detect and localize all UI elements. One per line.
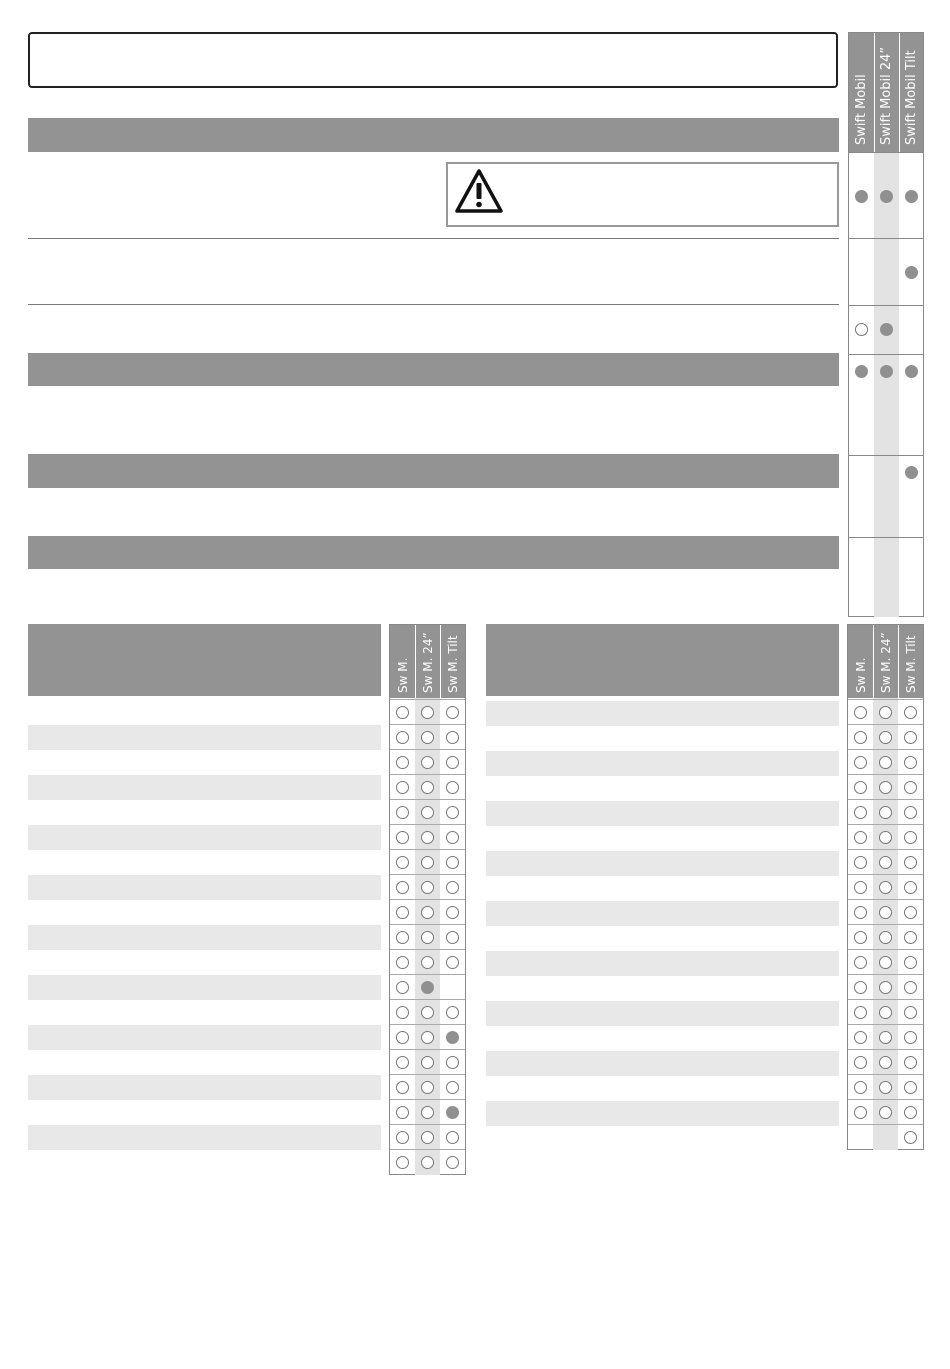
hollow-dot-icon	[421, 1106, 434, 1119]
hollow-dot-icon	[396, 806, 409, 819]
hollow-dot-icon	[421, 1131, 434, 1144]
table-row	[28, 875, 381, 900]
row-divider	[390, 1099, 465, 1100]
row-divider	[390, 874, 465, 875]
hollow-dot-icon	[879, 1081, 892, 1094]
hollow-dot-icon	[879, 1031, 892, 1044]
hollow-dot-icon	[904, 1081, 917, 1094]
hollow-dot-icon	[396, 831, 409, 844]
hollow-dot-icon	[421, 1006, 434, 1019]
header-divider	[873, 625, 874, 698]
hollow-dot-icon	[904, 931, 917, 944]
header-divider	[898, 625, 899, 698]
model-header-3: Swift Mobil Tilt	[904, 50, 919, 145]
row-divider	[848, 749, 923, 750]
hollow-dot-icon	[879, 706, 892, 719]
filled-dot-icon	[905, 466, 918, 479]
filled-dot-icon	[446, 1106, 459, 1119]
right-table-model-grid	[847, 624, 924, 1150]
row-divider	[390, 924, 465, 925]
row-divider	[848, 1049, 923, 1050]
hollow-dot-icon	[421, 756, 434, 769]
row-divider	[390, 724, 465, 725]
row-divider	[390, 1049, 465, 1050]
hollow-dot-icon	[446, 1006, 459, 1019]
table-row	[486, 951, 839, 976]
hollow-dot-icon	[879, 731, 892, 744]
hollow-dot-icon	[421, 1156, 434, 1169]
hollow-dot-icon	[421, 931, 434, 944]
header-divider	[874, 33, 875, 152]
filled-dot-icon	[421, 981, 434, 994]
hollow-dot-icon	[421, 831, 434, 844]
table-row	[28, 775, 381, 800]
hollow-dot-icon	[904, 856, 917, 869]
row-divider	[848, 999, 923, 1000]
hollow-dot-icon	[396, 906, 409, 919]
hollow-dot-icon	[396, 731, 409, 744]
section-header-3	[28, 454, 839, 488]
hollow-dot-icon	[904, 731, 917, 744]
section-divider	[849, 354, 923, 355]
row-divider	[390, 1149, 465, 1150]
header-divider	[415, 625, 416, 698]
row-divider	[848, 1024, 923, 1025]
row-divider	[390, 1024, 465, 1025]
hollow-dot-icon	[446, 806, 459, 819]
hollow-dot-icon	[854, 1081, 867, 1094]
hollow-dot-icon	[421, 856, 434, 869]
hollow-dot-icon	[904, 956, 917, 969]
model-header-2: Sw M. 24”	[421, 632, 435, 693]
hollow-dot-icon	[855, 323, 868, 336]
model-availability-column	[848, 32, 924, 617]
hollow-dot-icon	[854, 1031, 867, 1044]
hollow-dot-icon	[446, 956, 459, 969]
filled-dot-icon	[880, 190, 893, 203]
row-divider	[848, 699, 923, 700]
hollow-dot-icon	[396, 706, 409, 719]
model-header-1: Sw M.	[854, 657, 868, 693]
divider-2	[28, 304, 839, 305]
hollow-dot-icon	[854, 881, 867, 894]
hollow-dot-icon	[446, 856, 459, 869]
model-column-stripe	[874, 152, 899, 617]
header-divider	[440, 625, 441, 698]
row-divider	[390, 699, 465, 700]
hollow-dot-icon	[396, 1056, 409, 1069]
row-divider	[390, 1074, 465, 1075]
hollow-dot-icon	[446, 931, 459, 944]
warning-triangle-icon	[454, 168, 504, 214]
left-grid-header	[390, 625, 465, 698]
section-divider	[849, 455, 923, 456]
table-row	[486, 851, 839, 876]
row-divider	[848, 1124, 923, 1125]
section-divider	[849, 305, 923, 306]
hollow-dot-icon	[421, 806, 434, 819]
hollow-dot-icon	[854, 756, 867, 769]
hollow-dot-icon	[854, 906, 867, 919]
hollow-dot-icon	[446, 756, 459, 769]
section-divider	[849, 537, 923, 538]
hollow-dot-icon	[854, 956, 867, 969]
hollow-dot-icon	[446, 881, 459, 894]
hollow-dot-icon	[904, 1131, 917, 1144]
hollow-dot-icon	[854, 806, 867, 819]
model-header-2: Sw M. 24”	[879, 632, 893, 693]
filled-dot-icon	[880, 365, 893, 378]
hollow-dot-icon	[879, 806, 892, 819]
row-divider	[848, 774, 923, 775]
hollow-dot-icon	[854, 731, 867, 744]
table-row	[28, 975, 381, 1000]
hollow-dot-icon	[396, 1031, 409, 1044]
hollow-dot-icon	[904, 1031, 917, 1044]
section-header-1	[28, 118, 839, 152]
hollow-dot-icon	[904, 906, 917, 919]
hollow-dot-icon	[879, 856, 892, 869]
right-grid-header	[848, 625, 923, 698]
hollow-dot-icon	[446, 906, 459, 919]
hollow-dot-icon	[879, 906, 892, 919]
model-header-1: Sw M.	[396, 657, 410, 693]
row-divider	[390, 974, 465, 975]
hollow-dot-icon	[421, 1081, 434, 1094]
hollow-dot-icon	[904, 1056, 917, 1069]
hollow-dot-icon	[446, 1081, 459, 1094]
filled-dot-icon	[855, 190, 868, 203]
hollow-dot-icon	[446, 731, 459, 744]
filled-dot-icon	[905, 365, 918, 378]
hollow-dot-icon	[421, 906, 434, 919]
hollow-dot-icon	[904, 831, 917, 844]
row-divider	[848, 724, 923, 725]
row-divider	[848, 1099, 923, 1100]
row-divider	[848, 874, 923, 875]
hollow-dot-icon	[879, 781, 892, 794]
hollow-dot-icon	[879, 756, 892, 769]
title-box	[28, 32, 838, 88]
table-row	[28, 1125, 381, 1150]
hollow-dot-icon	[446, 781, 459, 794]
hollow-dot-icon	[446, 1131, 459, 1144]
hollow-dot-icon	[396, 881, 409, 894]
hollow-dot-icon	[904, 1106, 917, 1119]
row-divider	[390, 749, 465, 750]
row-divider	[848, 799, 923, 800]
hollow-dot-icon	[421, 731, 434, 744]
table-row	[486, 751, 839, 776]
hollow-dot-icon	[396, 981, 409, 994]
hollow-dot-icon	[396, 1156, 409, 1169]
row-divider	[848, 824, 923, 825]
hollow-dot-icon	[446, 1156, 459, 1169]
hollow-dot-icon	[446, 706, 459, 719]
hollow-dot-icon	[421, 956, 434, 969]
hollow-dot-icon	[854, 856, 867, 869]
table-row	[486, 1101, 839, 1126]
hollow-dot-icon	[421, 706, 434, 719]
table-row	[28, 1075, 381, 1100]
model-column-header	[849, 33, 923, 152]
hollow-dot-icon	[421, 1056, 434, 1069]
row-divider	[848, 899, 923, 900]
table-row	[486, 801, 839, 826]
row-divider	[848, 924, 923, 925]
hollow-dot-icon	[854, 706, 867, 719]
right-table-header	[486, 624, 839, 696]
hollow-dot-icon	[854, 1056, 867, 1069]
row-divider	[390, 774, 465, 775]
hollow-dot-icon	[879, 831, 892, 844]
section-divider	[849, 238, 923, 239]
hollow-dot-icon	[396, 931, 409, 944]
row-divider	[848, 849, 923, 850]
hollow-dot-icon	[854, 1106, 867, 1119]
model-header-1: Swift Mobil	[854, 74, 869, 145]
table-row	[486, 1001, 839, 1026]
filled-dot-icon	[855, 365, 868, 378]
row-divider	[390, 849, 465, 850]
hollow-dot-icon	[421, 1031, 434, 1044]
hollow-dot-icon	[904, 806, 917, 819]
row-divider	[848, 949, 923, 950]
hollow-dot-icon	[396, 1006, 409, 1019]
hollow-dot-icon	[396, 1131, 409, 1144]
model-header-3: Sw M. Tilt	[446, 635, 460, 693]
hollow-dot-icon	[904, 881, 917, 894]
hollow-dot-icon	[879, 1056, 892, 1069]
hollow-dot-icon	[904, 706, 917, 719]
hollow-dot-icon	[854, 931, 867, 944]
hollow-dot-icon	[904, 756, 917, 769]
table-row	[28, 1025, 381, 1050]
table-row	[28, 825, 381, 850]
left-table-model-grid	[389, 624, 466, 1175]
hollow-dot-icon	[879, 1006, 892, 1019]
table-row	[28, 725, 381, 750]
section-header-2	[28, 353, 839, 386]
hollow-dot-icon	[421, 781, 434, 794]
row-divider	[390, 899, 465, 900]
model-header-3: Sw M. Tilt	[904, 635, 918, 693]
hollow-dot-icon	[446, 1056, 459, 1069]
filled-dot-icon	[905, 190, 918, 203]
filled-dot-icon	[446, 1031, 459, 1044]
hollow-dot-icon	[446, 831, 459, 844]
warning-box	[446, 162, 839, 227]
row-divider	[848, 974, 923, 975]
row-divider	[390, 999, 465, 1000]
hollow-dot-icon	[904, 781, 917, 794]
hollow-dot-icon	[421, 881, 434, 894]
hollow-dot-icon	[396, 781, 409, 794]
hollow-dot-icon	[854, 831, 867, 844]
filled-dot-icon	[905, 266, 918, 279]
row-divider	[848, 1074, 923, 1075]
hollow-dot-icon	[396, 1081, 409, 1094]
hollow-dot-icon	[904, 1006, 917, 1019]
section-divider	[849, 152, 923, 153]
hollow-dot-icon	[396, 956, 409, 969]
hollow-dot-icon	[879, 1106, 892, 1119]
hollow-dot-icon	[396, 756, 409, 769]
row-divider	[390, 824, 465, 825]
left-table-header	[28, 624, 381, 696]
hollow-dot-icon	[854, 981, 867, 994]
hollow-dot-icon	[396, 1106, 409, 1119]
hollow-dot-icon	[879, 956, 892, 969]
section-header-4	[28, 536, 839, 569]
hollow-dot-icon	[879, 931, 892, 944]
hollow-dot-icon	[854, 781, 867, 794]
model-header-2: Swift Mobil 24”	[879, 46, 894, 145]
hollow-dot-icon	[396, 856, 409, 869]
hollow-dot-icon	[879, 981, 892, 994]
row-divider	[390, 799, 465, 800]
filled-dot-icon	[880, 323, 893, 336]
hollow-dot-icon	[879, 881, 892, 894]
row-divider	[390, 1124, 465, 1125]
divider-1	[28, 238, 839, 239]
table-row	[486, 901, 839, 926]
hollow-dot-icon	[854, 1006, 867, 1019]
hollow-dot-icon	[904, 981, 917, 994]
table-row	[486, 701, 839, 726]
table-row	[28, 925, 381, 950]
row-divider	[390, 949, 465, 950]
table-row	[486, 1051, 839, 1076]
header-divider	[899, 33, 900, 152]
